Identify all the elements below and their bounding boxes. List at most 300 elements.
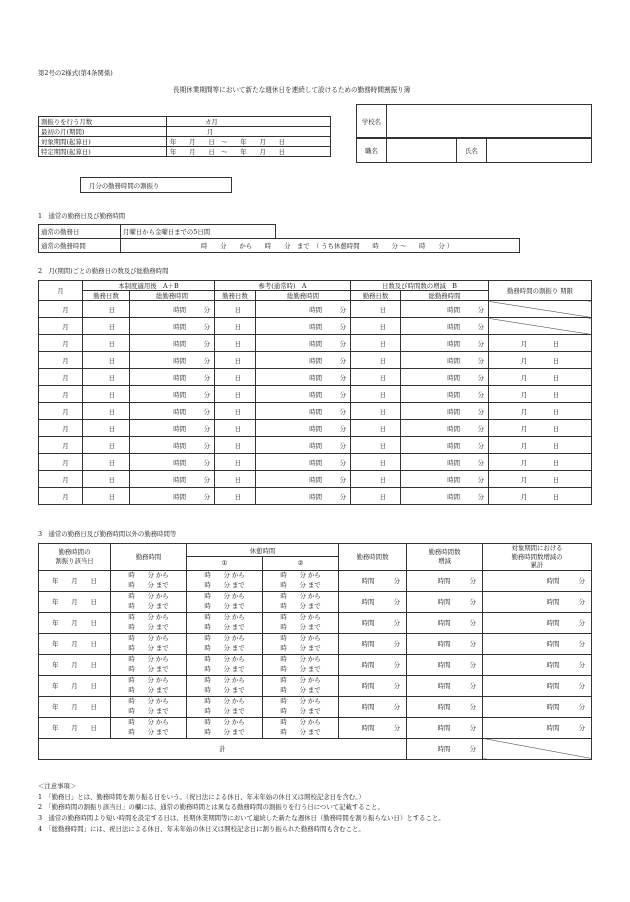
days-cell[interactable]: 日: [215, 352, 256, 369]
month-cell[interactable]: 月: [39, 386, 83, 403]
minute-unit: 分: [477, 373, 485, 382]
info-row: [39, 137, 331, 147]
info-table: [38, 116, 331, 157]
hours-cell[interactable]: [130, 403, 215, 420]
days-cell[interactable]: 日: [215, 488, 256, 505]
hour-unit: 時間: [173, 407, 186, 416]
info-value[interactable]: 年 月 日 ～ 年 月 日: [167, 147, 331, 157]
hours-cell[interactable]: [401, 437, 489, 454]
form-number: 第2号の2様式(第4条関係): [38, 69, 113, 77]
days-cell[interactable]: 日: [83, 352, 130, 369]
notes-heading: ＜注意事項＞: [38, 782, 77, 790]
month-cell[interactable]: 月: [39, 420, 83, 437]
hours-cell[interactable]: [401, 318, 489, 335]
hour-unit: 時間: [447, 424, 461, 433]
days-cell[interactable]: 日: [351, 301, 401, 318]
hours-cell[interactable]: [401, 386, 489, 403]
notes: [38, 782, 445, 836]
hours-cell[interactable]: [401, 369, 489, 386]
increase-cell[interactable]: 時間 分: [407, 570, 483, 591]
minute-unit: 分: [477, 356, 485, 365]
minute-unit: 分: [203, 475, 210, 484]
increase-cell[interactable]: 時間 分: [407, 612, 483, 633]
days-cell[interactable]: 日: [215, 437, 256, 454]
hour-unit: 時間: [447, 441, 461, 450]
hour-unit: 時間: [173, 390, 186, 399]
minute-unit: 分: [203, 390, 210, 399]
regular-hours-table: [38, 224, 520, 253]
days-cell[interactable]: 日: [215, 386, 256, 403]
col-month: 月: [39, 281, 83, 301]
time-range-cell[interactable]: 時 分 から 時 分 まで: [187, 717, 263, 738]
hour-unit: 時間: [173, 441, 186, 450]
hours-cell[interactable]: [256, 301, 351, 318]
hours-cell[interactable]: [130, 369, 215, 386]
hours-cell[interactable]: [256, 352, 351, 369]
worktime-cell[interactable]: 時間 分: [339, 591, 407, 612]
days-cell[interactable]: 日: [351, 352, 401, 369]
worktime-cell[interactable]: 時間 分: [339, 612, 407, 633]
hours-cell[interactable]: [256, 403, 351, 420]
hours-cell[interactable]: [256, 386, 351, 403]
time-range-cell[interactable]: 時 分 から 時 分 まで: [263, 633, 339, 654]
hours-cell[interactable]: [130, 386, 215, 403]
note-item: 1 「勤務日」とは、勤務時間を割り振る日をいう。（祝日法による休日、年末年始の休日又は開校記念日を含む。）: [38, 792, 365, 801]
hour-unit: 時間: [309, 441, 323, 450]
section3-heading: 3 通常の勤務日及び勤務時間以外の勤務時間等: [38, 530, 177, 538]
cumulative-cell[interactable]: 時間 分: [483, 612, 592, 633]
minute-unit: 分: [203, 407, 210, 416]
minute-unit: 分: [339, 492, 347, 501]
hour-unit: 時間: [309, 407, 323, 416]
col-break-1: ①: [187, 557, 263, 570]
minute-unit: 分: [339, 441, 347, 450]
period-cell[interactable]: 月 日: [489, 369, 592, 386]
days-cell[interactable]: 日: [215, 454, 256, 471]
time-range-cell[interactable]: 時 分 から 時 分 まで: [187, 612, 263, 633]
section1-heading: 1 通常の勤務日及び勤務時間: [38, 212, 126, 220]
info-row: [39, 127, 331, 137]
days-cell[interactable]: 日: [351, 488, 401, 505]
info-value[interactable]: 年 月 日 ～ 年 月 日: [167, 137, 331, 147]
hour-unit: 時間: [309, 356, 323, 365]
days-cell[interactable]: 日: [215, 301, 256, 318]
table-row: [39, 654, 592, 675]
table-row: [39, 301, 592, 318]
month-cell[interactable]: 月: [39, 471, 83, 488]
hours-cell[interactable]: [256, 437, 351, 454]
time-range-cell[interactable]: 時 分 から 時 分 まで: [187, 591, 263, 612]
total-cumulative-blank: [483, 738, 592, 759]
info-value[interactable]: カ月: [167, 117, 331, 127]
sub-hours: 総勤務時間: [401, 291, 489, 301]
days-cell[interactable]: 日: [351, 335, 401, 352]
hour-unit: 時間: [309, 475, 323, 484]
minute-unit: 分: [477, 339, 485, 348]
table-row: [39, 717, 592, 738]
table-row: [39, 386, 592, 403]
info-label: 割振りを行う月数: [39, 117, 167, 127]
time-range-cell[interactable]: 時 分 から 時 分 まで: [187, 654, 263, 675]
period-cell[interactable]: 月 日: [489, 403, 592, 420]
col-break-2: ②: [263, 557, 339, 570]
regular-hours-label: 通常の勤務時間: [39, 239, 121, 253]
hour-unit: 時間: [173, 339, 186, 348]
time-range-cell[interactable]: 時 分 から 時 分 まで: [111, 717, 187, 738]
school-field[interactable]: [387, 105, 592, 138]
section2-heading: 2 月(期間)ごとの勤務日の数及び総勤務時間: [38, 267, 169, 275]
hours-cell[interactable]: [130, 318, 215, 335]
hour-unit: 時間: [173, 475, 186, 484]
hour-unit: 時間: [173, 424, 186, 433]
hour-unit: 時間: [447, 356, 461, 365]
sub-days: 勤務日数: [215, 291, 256, 301]
monthly-table: [38, 280, 592, 505]
date-cell[interactable]: 年 月 日: [39, 696, 111, 717]
info-value[interactable]: 月: [167, 127, 331, 137]
hours-cell[interactable]: [130, 437, 215, 454]
time-range-cell[interactable]: 時 分 から 時 分 まで: [263, 612, 339, 633]
time-range-cell[interactable]: 時 分 から 時 分 まで: [263, 654, 339, 675]
hours-cell[interactable]: [256, 488, 351, 505]
minute-unit: 分: [339, 356, 347, 365]
days-cell[interactable]: 日: [83, 488, 130, 505]
cumulative-cell[interactable]: 時間 分: [483, 570, 592, 591]
hours-cell[interactable]: [130, 471, 215, 488]
hour-unit: 時間: [447, 458, 461, 467]
date-cell[interactable]: 年 月 日: [39, 717, 111, 738]
hours-cell[interactable]: [256, 420, 351, 437]
days-cell[interactable]: 日: [215, 369, 256, 386]
days-cell[interactable]: 日: [351, 437, 401, 454]
hours-cell[interactable]: [256, 471, 351, 488]
worktime-cell[interactable]: 時間 分: [339, 654, 407, 675]
hour-unit: 時間: [309, 458, 323, 467]
cumulative-cell[interactable]: 時間 分: [483, 633, 592, 654]
minute-unit: 分: [203, 305, 210, 314]
month-cell[interactable]: 月: [39, 403, 83, 420]
days-cell[interactable]: 日: [83, 318, 130, 335]
monthly-allocation-box[interactable]: 月分の勤務時間の割振り: [80, 177, 232, 193]
hours-cell[interactable]: [130, 420, 215, 437]
minute-unit: 分: [339, 373, 347, 382]
period-blank: [489, 318, 592, 335]
worktime-cell[interactable]: 時間 分: [339, 633, 407, 654]
worktime-cell[interactable]: 時間 分: [339, 717, 407, 738]
days-cell[interactable]: 日: [215, 471, 256, 488]
cumulative-cell[interactable]: 時間 分: [483, 654, 592, 675]
note-item: 2 「勤務時間の割振り該当日」の欄には、通常の勤務時間とは異なる勤務時間の割振りを行う日について記載すること。: [38, 803, 384, 812]
group-change: 日数及び時間数の増減 B: [351, 281, 489, 291]
group-applied: 本制度適用後 A＋B: [83, 281, 215, 291]
worktime-cell[interactable]: 時間 分: [339, 675, 407, 696]
date-cell[interactable]: 年 月 日: [39, 591, 111, 612]
table-row: [39, 633, 592, 654]
hours-cell[interactable]: [130, 454, 215, 471]
date-cell[interactable]: 年 月 日: [39, 675, 111, 696]
hours-cell[interactable]: [256, 318, 351, 335]
regular-days-value: 月曜日から金曜日までの5日間: [121, 225, 276, 239]
minute-unit: 分: [203, 458, 210, 467]
irregular-hours-table: [38, 543, 592, 760]
days-cell[interactable]: 日: [83, 420, 130, 437]
hour-unit: 時間: [173, 356, 186, 365]
time-range-cell[interactable]: 時 分 から 時 分 まで: [263, 591, 339, 612]
table-row: [39, 488, 592, 505]
hour-unit: 時間: [309, 305, 323, 314]
date-cell[interactable]: 年 月 日: [39, 654, 111, 675]
group-reference: 参考(通常時) A: [215, 281, 351, 291]
info-row: [39, 117, 331, 127]
days-cell[interactable]: 日: [351, 471, 401, 488]
month-cell[interactable]: 月: [39, 318, 83, 335]
hours-cell[interactable]: [401, 352, 489, 369]
col-increase: 勤務時間数 増減: [407, 544, 483, 571]
table-row: [39, 591, 592, 612]
worktime-cell[interactable]: 時間 分: [339, 570, 407, 591]
position-label: 職名: [357, 139, 387, 163]
period-cell[interactable]: 月 日: [489, 471, 592, 488]
days-cell[interactable]: 日: [351, 386, 401, 403]
minute-unit: 分: [339, 475, 347, 484]
increase-cell[interactable]: 時間 分: [407, 675, 483, 696]
days-cell[interactable]: 日: [351, 454, 401, 471]
hours-cell[interactable]: [401, 420, 489, 437]
table-row: [39, 675, 592, 696]
table-row: [39, 437, 592, 454]
hours-cell[interactable]: [130, 352, 215, 369]
days-cell[interactable]: 日: [83, 301, 130, 318]
date-cell[interactable]: 年 月 日: [39, 570, 111, 591]
minute-unit: 分: [339, 305, 347, 314]
date-cell[interactable]: 年 月 日: [39, 612, 111, 633]
table-row: [39, 352, 592, 369]
days-cell[interactable]: 日: [215, 403, 256, 420]
hours-cell[interactable]: [401, 454, 489, 471]
regular-days-label: 通常の勤務日: [39, 225, 121, 239]
time-range-cell[interactable]: 時 分 から 時 分 まで: [187, 633, 263, 654]
cumulative-cell[interactable]: 時間 分: [483, 696, 592, 717]
days-cell[interactable]: 日: [351, 403, 401, 420]
days-cell[interactable]: 日: [83, 454, 130, 471]
table-row: [39, 471, 592, 488]
sub-days: 勤務日数: [83, 291, 130, 301]
period-cell[interactable]: 月 日: [489, 454, 592, 471]
table-row: [39, 454, 592, 471]
period-blank: [489, 301, 592, 318]
name-field[interactable]: [487, 139, 592, 163]
minute-unit: 分: [477, 322, 485, 331]
minute-unit: 分: [339, 458, 347, 467]
time-range-cell[interactable]: 時 分 から 時 分 まで: [263, 717, 339, 738]
increase-cell[interactable]: 時間 分: [407, 591, 483, 612]
cumulative-cell[interactable]: 時間 分: [483, 591, 592, 612]
days-cell[interactable]: 日: [83, 335, 130, 352]
hour-unit: 時間: [309, 322, 323, 331]
days-cell[interactable]: 日: [351, 369, 401, 386]
table-row: [39, 369, 592, 386]
hour-unit: 時間: [309, 390, 323, 399]
period-cell[interactable]: 月 日: [489, 352, 592, 369]
days-cell[interactable]: 日: [215, 420, 256, 437]
note-item: 4 「総勤務時間」には、祝日法による休日、年末年始の休日又は開校記念日に割り振られた勤務時間も含むこと。: [38, 824, 365, 833]
time-range-cell[interactable]: 時 分 から 時 分 まで: [187, 675, 263, 696]
minute-unit: 分: [477, 475, 485, 484]
hour-unit: 時間: [309, 373, 323, 382]
hour-unit: 時間: [173, 322, 186, 331]
period-cell[interactable]: 月 日: [489, 437, 592, 454]
month-cell[interactable]: 月: [39, 437, 83, 454]
minute-unit: 分: [339, 390, 347, 399]
cumulative-cell[interactable]: 時間 分: [483, 717, 592, 738]
date-cell[interactable]: 年 月 日: [39, 633, 111, 654]
minute-unit: 分: [203, 492, 210, 501]
month-cell[interactable]: 月: [39, 335, 83, 352]
document-title: 長期休業期間等において新たな週休日を連続して設けるための勤務時間割振り簿: [173, 86, 411, 94]
minute-unit: 分: [477, 424, 485, 433]
total-value[interactable]: 時間 分: [407, 738, 483, 759]
hour-unit: 時間: [447, 492, 461, 501]
days-cell[interactable]: 日: [83, 403, 130, 420]
time-range-cell[interactable]: 時 分 から 時 分 まで: [263, 696, 339, 717]
table-row: [39, 420, 592, 437]
minute-unit: 分: [477, 441, 485, 450]
hours-cell[interactable]: [130, 301, 215, 318]
hours-cell[interactable]: [401, 301, 489, 318]
time-range-cell[interactable]: 時 分 から 時 分 まで: [111, 696, 187, 717]
worktime-cell[interactable]: 時間 分: [339, 696, 407, 717]
month-cell[interactable]: 月: [39, 352, 83, 369]
minute-unit: 分: [203, 373, 210, 382]
hour-unit: 時間: [173, 305, 186, 314]
hour-unit: 時間: [309, 339, 323, 348]
hours-cell[interactable]: [256, 369, 351, 386]
minute-unit: 分: [339, 424, 347, 433]
minute-unit: 分: [477, 492, 485, 501]
info-row: [39, 147, 331, 157]
minute-unit: 分: [477, 458, 485, 467]
minute-unit: 分: [339, 322, 347, 331]
hours-cell[interactable]: [256, 335, 351, 352]
cumulative-cell[interactable]: 時間 分: [483, 675, 592, 696]
month-cell[interactable]: 月: [39, 488, 83, 505]
minute-unit: 分: [203, 356, 210, 365]
hour-unit: 時間: [173, 492, 186, 501]
sub-days: 勤務日数: [351, 291, 401, 301]
days-cell[interactable]: 日: [83, 437, 130, 454]
hour-unit: 時間: [447, 322, 461, 331]
position-field[interactable]: [387, 139, 457, 163]
col-break: 休憩時間: [187, 544, 339, 557]
staff-table: [356, 138, 592, 163]
month-cell[interactable]: 月: [39, 301, 83, 318]
hour-unit: 時間: [447, 373, 461, 382]
total-label: 計: [39, 738, 407, 759]
time-range-cell[interactable]: 時 分 から 時 分 まで: [111, 591, 187, 612]
school-table: [356, 104, 592, 138]
time-range-cell[interactable]: 時 分 から 時 分 まで: [111, 654, 187, 675]
name-label: 氏名: [457, 139, 487, 163]
month-cell[interactable]: 月: [39, 369, 83, 386]
table-row: [39, 696, 592, 717]
minute-unit: 分: [477, 407, 485, 416]
hour-unit: 時間: [173, 458, 186, 467]
days-cell[interactable]: 日: [215, 318, 256, 335]
sub-hours: 総勤務時間: [256, 291, 351, 301]
increase-cell[interactable]: 時間 分: [407, 696, 483, 717]
period-cell[interactable]: 月 日: [489, 386, 592, 403]
hours-cell[interactable]: [401, 335, 489, 352]
days-cell[interactable]: 日: [215, 335, 256, 352]
hours-cell[interactable]: [401, 403, 489, 420]
increase-cell[interactable]: 時間 分: [407, 633, 483, 654]
days-cell[interactable]: 日: [83, 471, 130, 488]
days-cell[interactable]: 日: [83, 369, 130, 386]
sub-hours: 総勤務時間: [130, 291, 215, 301]
increase-cell[interactable]: 時間 分: [407, 717, 483, 738]
hour-unit: 時間: [447, 390, 461, 399]
month-cell[interactable]: 月: [39, 454, 83, 471]
time-range-cell[interactable]: 時 分 から 時 分 まで: [111, 675, 187, 696]
col-work: 勤務時間: [111, 544, 187, 571]
table-row: [39, 335, 592, 352]
time-range-cell[interactable]: 時 分 から 時 分 まで: [111, 612, 187, 633]
minute-unit: 分: [339, 339, 347, 348]
increase-cell[interactable]: 時間 分: [407, 654, 483, 675]
hours-cell[interactable]: [130, 335, 215, 352]
hours-cell[interactable]: [256, 454, 351, 471]
table-row: [39, 570, 592, 591]
school-label: 学校名: [357, 105, 387, 138]
note-item: 3 通常の勤務時間より短い時間を設定する日は、長期休業期間等において連続した新たな週休日（勤務時間を割り振らない日）とすること。: [38, 814, 445, 823]
time-range-cell[interactable]: 時 分 から 時 分 まで: [187, 570, 263, 591]
col-cumulative: 対象期間における 勤務時間数増減の 累計: [483, 544, 592, 571]
time-range-cell[interactable]: 時 分 から 時 分 まで: [263, 675, 339, 696]
minute-unit: 分: [203, 441, 210, 450]
period-cell[interactable]: 月 日: [489, 335, 592, 352]
minute-unit: 分: [477, 305, 485, 314]
days-cell[interactable]: 日: [351, 420, 401, 437]
col-date: 勤務時間の 割振り該当日: [39, 544, 111, 571]
table-row: [39, 318, 592, 335]
days-cell[interactable]: 日: [83, 386, 130, 403]
period-cell[interactable]: 月 日: [489, 488, 592, 505]
days-cell[interactable]: 日: [351, 318, 401, 335]
info-label: 最初の月(期間): [39, 127, 167, 137]
time-range-cell[interactable]: 時 分 から 時 分 まで: [111, 570, 187, 591]
hour-unit: 時間: [173, 373, 186, 382]
hours-cell[interactable]: [401, 471, 489, 488]
minute-unit: 分: [477, 390, 485, 399]
time-range-cell[interactable]: 時 分 から 時 分 まで: [263, 570, 339, 591]
minute-unit: 分: [203, 424, 210, 433]
hour-unit: 時間: [309, 492, 323, 501]
minute-unit: 分: [339, 407, 347, 416]
period-cell[interactable]: 月 日: [489, 420, 592, 437]
time-range-cell[interactable]: 時 分 から 時 分 まで: [187, 696, 263, 717]
hour-unit: 時間: [447, 305, 461, 314]
hours-cell[interactable]: [130, 488, 215, 505]
hour-unit: 時間: [309, 424, 323, 433]
hours-cell[interactable]: [401, 488, 489, 505]
info-label: 対象期間(起算日): [39, 137, 167, 147]
hour-unit: 時間: [447, 339, 461, 348]
hour-unit: 時間: [447, 407, 461, 416]
minute-unit: 分: [203, 339, 210, 348]
col-period: 勤務時間の割振り 期限: [489, 281, 592, 301]
time-range-cell[interactable]: 時 分 から 時 分 まで: [111, 633, 187, 654]
regular-hours-value[interactable]: 時 分 から 時 分 まで （ うち休憩時間 時 分 ～ 時 分 ）: [121, 239, 520, 253]
